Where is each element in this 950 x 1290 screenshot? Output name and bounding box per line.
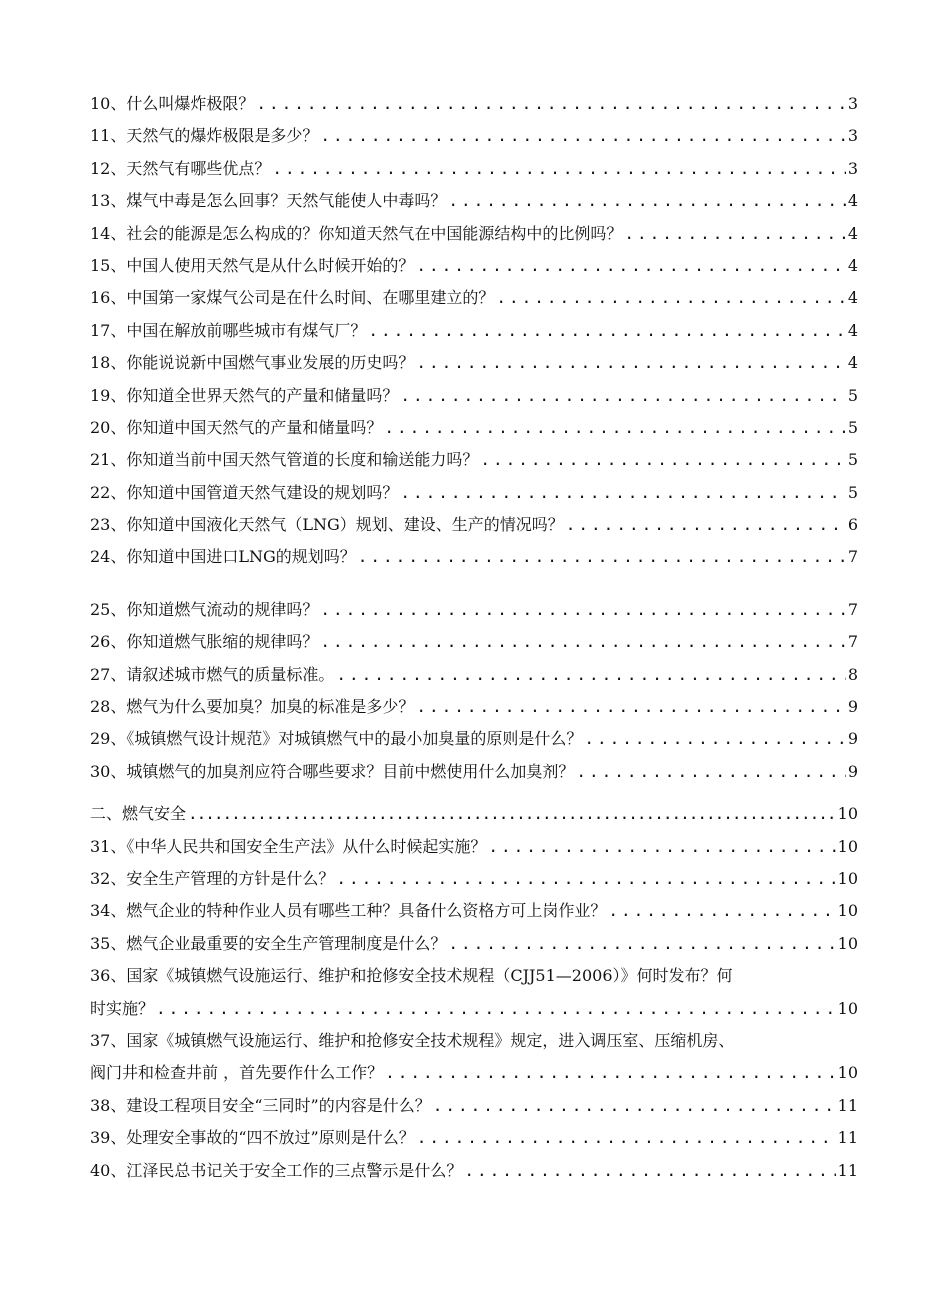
toc-entry-title: 20、你知道中国天然气的产量和储量吗？ [90,417,383,437]
dot-leader [400,380,845,412]
toc-entry[interactable] [90,895,858,927]
toc-entry-page: 4 [847,255,858,275]
toc-entry[interactable] [90,659,858,691]
toc-entry-page: 3 [847,158,858,178]
toc-entry[interactable] [90,1122,858,1154]
toc-entry[interactable] [90,444,858,476]
toc-entry[interactable] [90,1057,858,1089]
toc-entry[interactable] [90,626,858,658]
dot-leader [320,120,845,152]
toc-entry-page: 11 [837,1128,858,1148]
toc-entry[interactable] [90,250,858,282]
dot-leader [566,509,846,541]
toc-entry[interactable] [90,88,858,120]
spacer [90,788,858,798]
dot-leader [608,895,835,927]
toc-entry-title: 10、什么叫爆炸极限？ [90,94,255,113]
dot-leader [416,691,845,723]
toc-entry-page: 3 [847,126,858,146]
toc-entry[interactable] [90,153,858,185]
toc-entry-page: 4 [847,288,858,308]
dot-leader [400,477,845,509]
dot-leader [448,185,845,217]
dot-leader [320,594,845,626]
toc-entry-title: 28、燃气为什么要加臭？加臭的标准是多少？ [90,697,415,717]
toc-entry-page: 10 [837,998,858,1018]
toc-entry[interactable] [90,1090,858,1122]
dot-leader [320,626,845,658]
toc-entry-title: 40、江泽民总书记关于安全工作的三点警示是什么？ [90,1160,463,1180]
dot-leader [385,1057,836,1089]
toc-entry[interactable] [90,831,858,863]
dot-leader [188,798,836,830]
toc-entry-page: 5 [847,450,858,470]
toc-entry-page: 10 [837,804,858,824]
toc-entry[interactable] [90,412,858,444]
dot-leader [272,153,845,185]
toc-entry[interactable] [90,1155,858,1187]
toc-entry-first-line[interactable] [90,960,858,992]
dot-leader [256,88,845,120]
toc-entry-page: 11 [837,1160,858,1180]
toc-entry-page: 5 [847,417,858,437]
toc-entry-title: 二、燃气安全 [90,804,187,824]
dot-leader [368,315,845,347]
dot-leader [336,863,835,895]
dot-leader [448,928,835,960]
dot-leader [624,218,845,250]
dot-leader [156,993,836,1025]
toc-entry-page: 5 [847,482,858,502]
toc-entry[interactable] [90,120,858,152]
toc-entry-title: 15、中国人使用天然气是从什么时候开始的？ [90,255,415,275]
toc-entry[interactable] [90,928,858,960]
toc-entry-page: 11 [837,1095,858,1115]
toc-entry-title-continued: 阀门井和检查井前 ，首先要作什么工作？ [90,1063,384,1083]
dot-leader [417,1122,836,1154]
toc-entry-page: 7 [847,632,858,652]
toc-entry-first-line[interactable] [90,1025,858,1057]
toc-entry-title: 19、你知道全世界天然气的产量和储量吗？ [90,385,399,405]
toc-entry[interactable] [90,477,858,509]
spacer [90,574,858,594]
toc-entry[interactable] [90,282,858,314]
toc-entry-title: 22、你知道中国管道天然气建设的规划吗？ [90,482,399,502]
toc-entry-title: 35、燃气企业最重要的安全生产管理制度是什么？ [90,933,447,953]
toc-entry-page: 9 [847,729,858,749]
dot-leader [584,723,845,755]
toc-entry-title: 38、建设工程项目安全“三同时”的内容是什么？ [90,1095,431,1115]
dot-leader [384,412,845,444]
dot-leader [336,659,845,691]
toc-entry[interactable] [90,993,858,1025]
toc-entry[interactable] [90,509,858,541]
toc-entry-title: 16、中国第一家煤气公司是在什么时间、在哪里建立的？ [90,288,495,308]
toc-entry-title: 26、你知道燃气胀缩的规律吗？ [90,632,319,652]
toc-entry-page: 10 [837,836,858,856]
dot-leader [464,1155,835,1187]
dot-leader [358,541,846,573]
toc-entry[interactable] [90,691,858,723]
toc-entry-page: 7 [847,599,858,619]
dot-leader [576,756,845,788]
toc-entry-title: 36、国家《城镇燃气设施运行、维护和抢修安全技术规程（CJJ51—2006）》何时发布？何 [90,966,733,986]
table-of-contents [90,88,858,1187]
dot-leader [416,347,845,379]
dot-leader [496,282,845,314]
toc-entry[interactable] [90,863,858,895]
toc-entry-page: 5 [847,385,858,405]
toc-entry-title: 18、你能说说新中国燃气事业发展的历史吗？ [90,353,415,373]
toc-entry-page: 3 [847,94,858,113]
toc-entry[interactable] [90,380,858,412]
toc-entry-title: 12、天然气有哪些优点？ [90,158,271,178]
toc-entry-title: 34、燃气企业的特种作业人员有哪些工种？具备什么资格方可上岗作业？ [90,901,607,921]
toc-entry-title: 23、你知道中国液化天然气（LNG）规划、建设、生产的情况吗？ [90,515,564,535]
toc-entry-title: 32、安全生产管理的方针是什么？ [90,868,335,888]
toc-entry[interactable] [90,723,858,755]
toc-entry-title: 25、你知道燃气流动的规律吗？ [90,599,319,619]
toc-section-heading[interactable] [90,798,858,830]
toc-entry-title: 24、你知道中国进口LNG的规划吗？ [90,547,356,567]
toc-entry-title: 39、处理安全事故的“四不放过”原则是什么？ [90,1128,415,1148]
toc-entry-page: 9 [847,761,858,781]
toc-entry[interactable] [90,756,858,788]
toc-entry-title: 30、城镇燃气的加臭剂应符合哪些要求？目前中燃使用什么加臭剂？ [90,761,575,781]
toc-entry-page: 10 [837,933,858,953]
toc-entry-title: 37、国家《城镇燃气设施运行、维护和抢修安全技术规程》规定，进入调压室、压缩机房、 [90,1030,735,1050]
dot-leader [433,1090,836,1122]
toc-entry-page: 9 [847,697,858,717]
toc-entry-title: 31、《中华人民共和国安全生产法》从什么时候起实施？ [90,836,487,856]
toc-entry-title: 17、中国在解放前哪些城市有煤气厂？ [90,320,367,340]
toc-entry-title: 11、天然气的爆炸极限是多少？ [90,126,319,146]
toc-entry-page: 4 [847,223,858,243]
toc-entry[interactable] [90,218,858,250]
toc-entry-page: 8 [847,664,858,684]
toc-entry-title: 21、你知道当前中国天然气管道的长度和输送能力吗？ [90,450,479,470]
toc-entry-page: 4 [847,320,858,340]
toc-entry[interactable] [90,347,858,379]
toc-entry[interactable] [90,594,858,626]
dot-leader [488,831,835,863]
toc-entry-title: 29、《城镇燃气设计规范》对城镇燃气中的最小加臭量的原则是什么？ [90,729,583,749]
dot-leader [480,444,845,476]
toc-entry-page: 10 [837,901,858,921]
toc-entry-title-continued: 时实施？ [90,998,155,1018]
toc-entry-page: 4 [847,353,858,373]
toc-entry-page: 6 [847,515,858,535]
toc-entry[interactable] [90,185,858,217]
toc-entry-page: 4 [847,191,858,211]
toc-entry-title: 14、社会的能源是怎么构成的？你知道天然气在中国能源结构中的比例吗？ [90,223,623,243]
dot-leader [416,250,845,282]
toc-entry-title: 13、煤气中毒是怎么回事？天然气能使人中毒吗？ [90,191,447,211]
toc-entry-page: 10 [837,868,858,888]
toc-entry-page: 7 [847,547,858,567]
toc-entry[interactable] [90,315,858,347]
toc-entry[interactable] [90,541,858,573]
toc-entry-title: 27、请叙述城市燃气的质量标准。 [90,664,335,684]
toc-entry-page: 10 [837,1063,858,1083]
